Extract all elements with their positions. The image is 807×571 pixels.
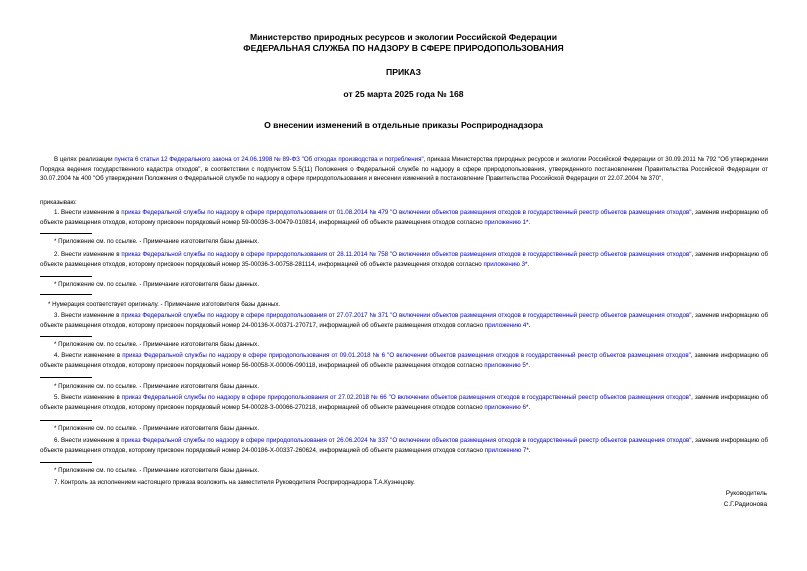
item-text: 6. Внести изменение в xyxy=(54,437,122,444)
item-text: *. xyxy=(525,361,530,369)
footnote-numbering: * Нумерация соответствует оригиналу. - Примечание изготовителя базы данных. xyxy=(48,301,281,308)
item-text: 5. Внести изменение в xyxy=(54,394,122,401)
appendix-link[interactable]: приложению 3 xyxy=(483,260,526,268)
item-text: *. xyxy=(525,403,531,411)
footnote-divider xyxy=(40,377,92,378)
item-text: 2. Внести изменение в xyxy=(54,251,122,258)
item-text: , заменив информацию об объекте размещения отходов, которому присвоен порядковый номер 24-00186-Х-00337-260624, информацией об объекте размещения отходов согласно xyxy=(40,437,768,454)
order-link[interactable]: приказ Федеральной службы по надзору в сфере природопользования от 28.11.2014 № 758 "О включении объектов размещения отходов в государственный реестр объектов размещения отходов" xyxy=(121,251,692,258)
item-text: *. xyxy=(526,446,531,454)
intro-paragraph xyxy=(40,155,768,184)
item-5 xyxy=(40,393,768,412)
footnote-divider xyxy=(40,233,92,234)
ministry-name: Министерство природных ресурсов и экологии Российской Федерации xyxy=(250,32,557,42)
item-text: 4. Внести изменение в xyxy=(54,352,123,359)
appendix-link[interactable]: приложению 4 xyxy=(484,321,527,329)
item-text: , заменив информацию об объекте размещения отходов, которому присвоен порядковый номер 35-00036-З-00758-281114, информацией об объекте размещения отходов согласно xyxy=(40,251,768,268)
appendix-link[interactable]: приложению 6 xyxy=(484,403,526,411)
footnote-divider xyxy=(40,462,92,463)
item-text: 1. Внести изменение в xyxy=(54,209,122,216)
footnote-3: * Приложение см. по ссылке. - Примечание изготовителя базы данных. xyxy=(54,341,259,348)
item-1 xyxy=(40,208,768,227)
law-89fz-link[interactable]: пункта 6 статьи 12 Федерального закона от 24.06.1998 № 89-ФЗ "Об отходах производства и потребления" xyxy=(114,156,424,163)
item-text: , заменив информацию об объекте размещения отходов, которому присвоен порядковый номер 59-00036-З-00479-010814, информацией об объекте размещения отходов согласно xyxy=(40,209,768,226)
signer-name: С.Г.Радионова xyxy=(723,501,767,508)
item-text: , заменив информацию об объекте размещения отходов, которому присвоен порядковый номер 54-00028-З-00066-270218, информацией об объекте размещения отходов согласно xyxy=(40,394,768,411)
service-name: ФЕДЕРАЛЬНАЯ СЛУЖБА ПО НАДЗОРУ В СФЕРЕ ПРИРОДОПОЛЬЗОВАНИЯ xyxy=(243,43,564,53)
doc-type: ПРИКАЗ xyxy=(386,67,421,77)
footnote-divider xyxy=(40,294,92,295)
footnote-5: * Приложение см. по ссылке. - Примечание изготовителя базы данных. xyxy=(54,425,259,432)
order-link[interactable]: приказ Федеральной службы по надзору в сфере природопользования от 01.08.2014 № 479 "О включении объектов размещения отходов в государственный реестр объектов размещения отходов" xyxy=(121,209,692,216)
item-text: , заменив информацию об объекте размещения отходов, которому присвоен порядковый номер 24-00136-Х-00371-270717, информацией об объекте размещения отходов согласно xyxy=(40,312,768,329)
order-word: приказываю: xyxy=(40,199,77,206)
item-text: *. xyxy=(526,321,531,329)
item-7: 7. Контроль за исполнением настоящего приказа возложить на заместителя Руководителя Росприроднадзора Т.А.Кузнецову. xyxy=(54,479,415,486)
footnote-4: * Приложение см. по ссылке. - Примечание изготовителя базы данных. xyxy=(54,383,259,390)
item-text: , заменив информацию об объекте размещения отходов, которому присвоен порядковый номер 56-00058-Х-00006-090118, информацией об объекте размещения отходов согласно xyxy=(40,352,768,369)
date-number: от 25 марта 2025 года № 168 xyxy=(343,89,464,99)
signer-role: Руководитель xyxy=(725,490,767,497)
order-link[interactable]: приказ Федеральной службы по надзору в сфере природопользования от 27.07.2017 № 371 "О включении объектов размещения отходов в государственный реестр объектов размещения отходов" xyxy=(121,312,692,319)
item-text: *. xyxy=(525,260,530,268)
item-4 xyxy=(40,351,768,370)
order-link[interactable]: приказ Федеральной службы по надзору в сфере природопользования от 26.06.2024 № 337 "О включении объектов размещения отходов в государственный реестр объектов размещения отходов" xyxy=(121,437,692,444)
footnote-divider xyxy=(40,276,92,277)
item-text: 3. Внести изменение в xyxy=(54,312,122,319)
appendix-link[interactable]: приложению 5 xyxy=(484,361,526,369)
item-3 xyxy=(40,311,768,330)
footnote-6: * Приложение см. по ссылке. - Примечание изготовителя базы данных. xyxy=(54,467,259,474)
footnote-divider xyxy=(40,336,92,337)
intro-text: В целях реализации xyxy=(54,156,115,163)
footnote-2: * Приложение см. по ссылке. - Примечание изготовителя базы данных. xyxy=(54,281,259,288)
order-link[interactable]: приказ Федеральной службы по надзору в сфере природопользования от 27.02.2018 № 66 "О включении объектов размещения отходов в государственный реестр объектов размещения отходов" xyxy=(121,394,692,401)
item-text: *. xyxy=(525,218,531,226)
item-6 xyxy=(40,436,768,455)
item-2 xyxy=(40,250,768,269)
order-link[interactable]: приказ Федеральной службы по надзору в сфере природопользования от 09.01.2018 № 6 "О включении объектов размещения отходов в государственный реестр объектов размещения отходов" xyxy=(122,352,691,359)
footnote-1: * Приложение см. по ссылке. - Примечание изготовителя базы данных. xyxy=(54,238,259,245)
intro-text-cont: , приказа Министерства природных ресурсов и экологии Российской Федерации от 30.09.2011 № 792 "Об утверждении Порядка ведения государственного кадастра отходов", в соответствии с подпунктом 5.5(11) Положения о Федеральной службе по надзору в сфере природопользования, утвержденного постановлением Правительства Российской Федерации от 30.07.2004 № 400 "Об утверждении Положения о Федеральной службе по надзору в сфере природопользования и внесении изменений в постановление Правительства Российской Федерации от 22.07.2004 № 370", xyxy=(40,156,768,183)
footnote-divider xyxy=(40,420,92,421)
document-title: О внесении изменений в отдельные приказы Росприроднадзора xyxy=(264,120,543,130)
appendix-link[interactable]: приложению 1 xyxy=(484,218,526,226)
appendix-link[interactable]: приложению 7 xyxy=(484,446,527,454)
